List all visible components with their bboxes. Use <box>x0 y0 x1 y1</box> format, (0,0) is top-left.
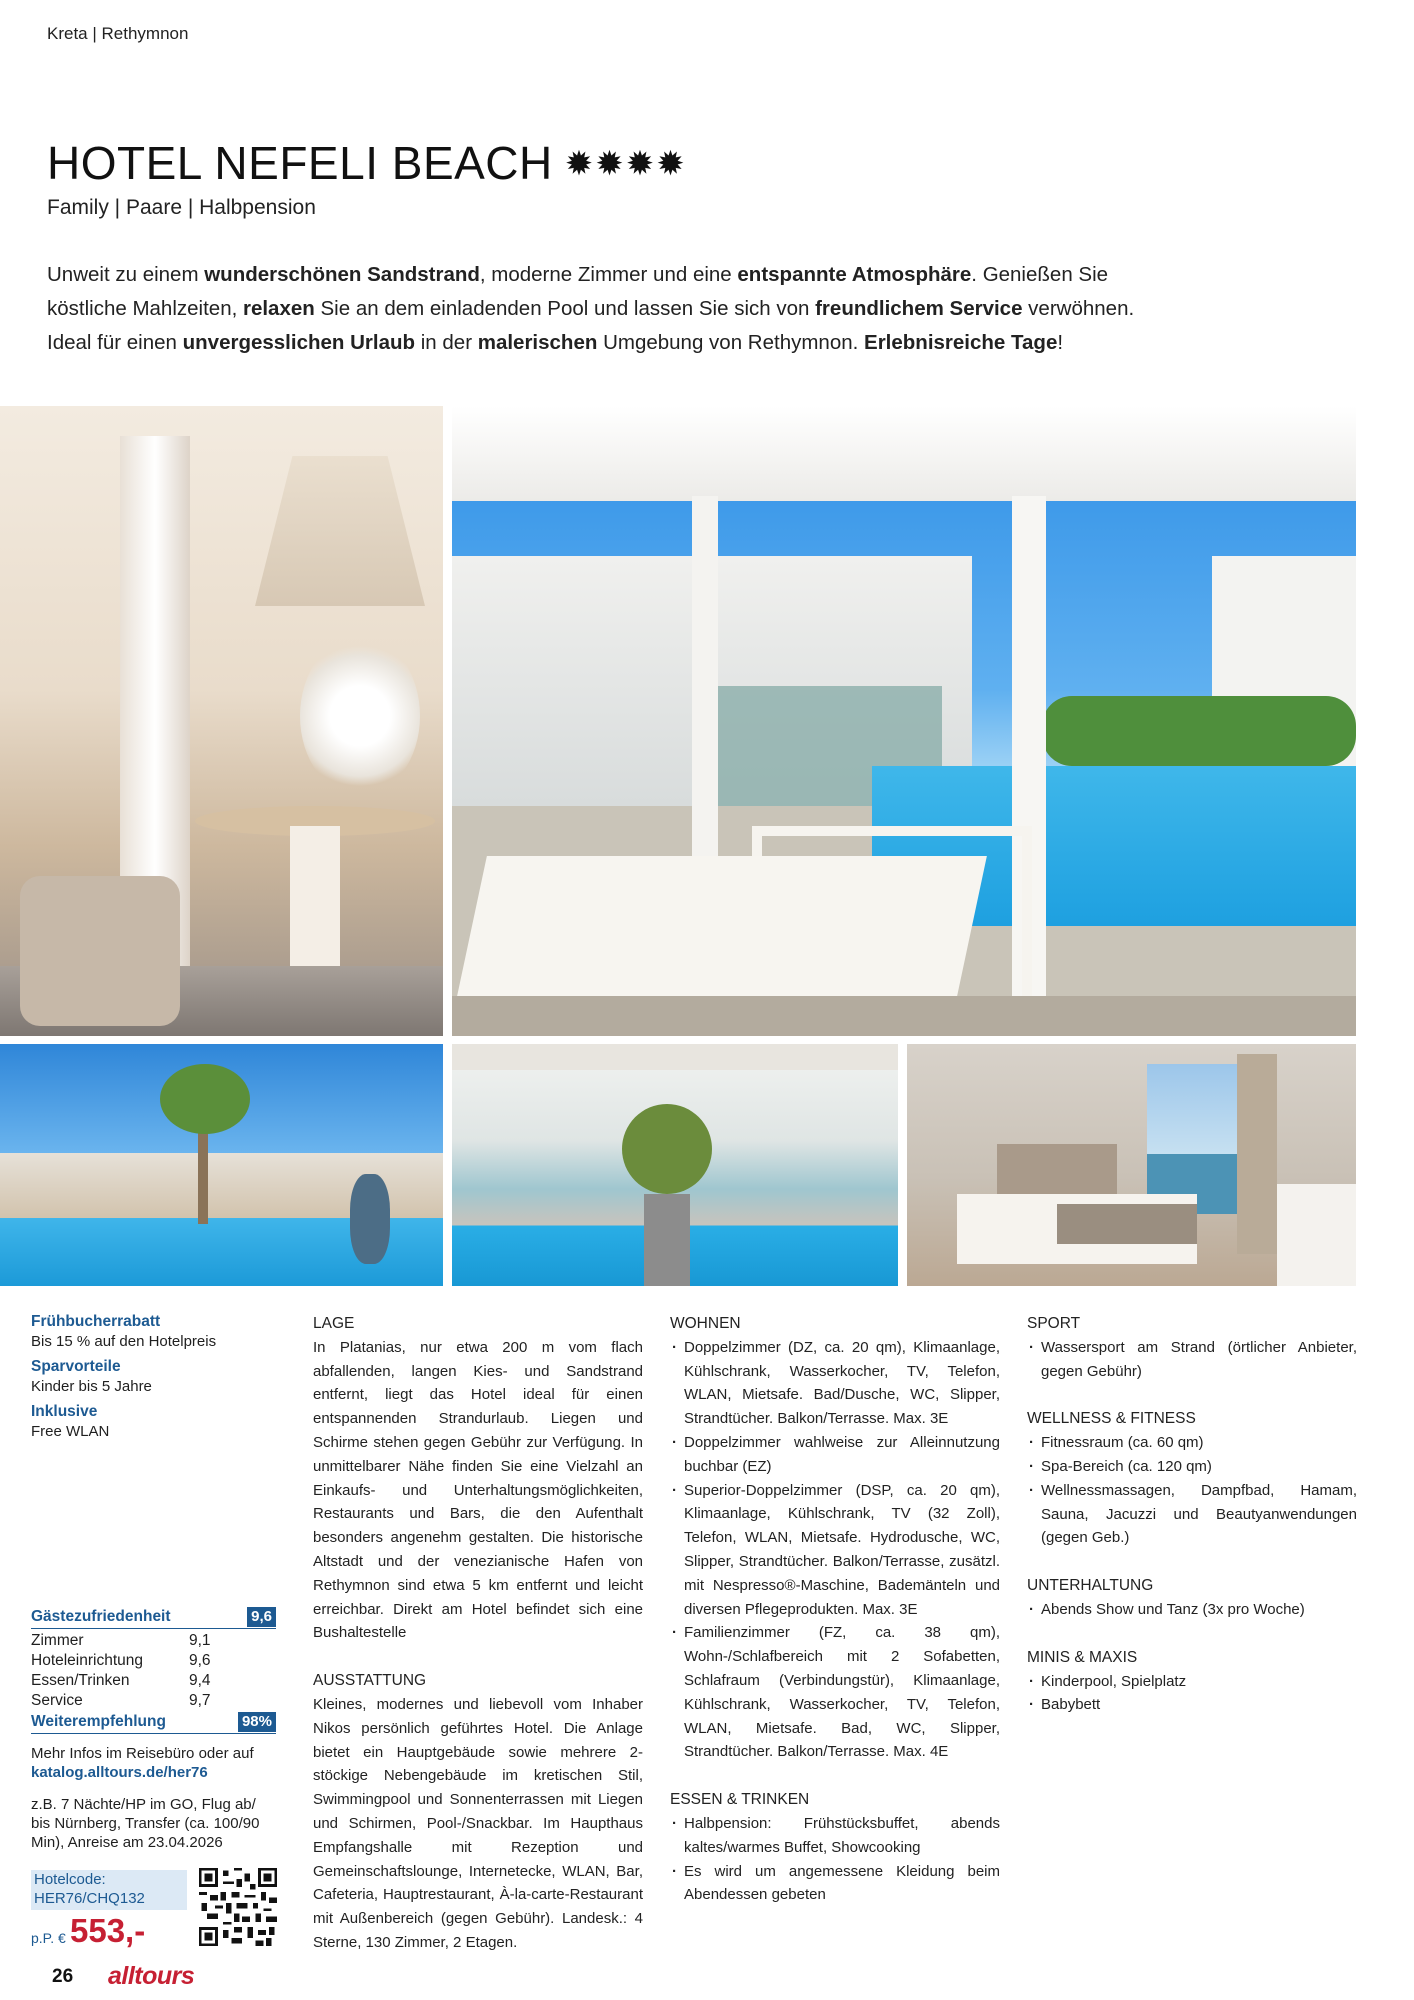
page-number: 26 <box>52 1966 74 1987</box>
kids-list <box>1027 1670 1357 1718</box>
rating-label: Service <box>31 1692 83 1709</box>
list-item: · Es wird um angemessene Kleidung beim Abendessen gebeten <box>670 1860 1000 1908</box>
star-rating-icon: ✹✹✹✹ <box>564 145 687 183</box>
intro-part: in der <box>415 331 478 354</box>
photo-detail <box>644 1194 690 1286</box>
guest-rating <box>31 1606 276 1734</box>
hotel-code-value: HER76/CHQ132 <box>34 1890 145 1907</box>
section-heading-wohnen: WOHNEN <box>670 1315 741 1332</box>
overall-score-badge: 9,6 <box>247 1607 276 1627</box>
photo-detail <box>1042 696 1356 766</box>
price-example <box>31 1795 276 1852</box>
recommendation-row <box>31 1711 276 1734</box>
intro-part: ! <box>1057 331 1064 354</box>
list-item: · Fitnessraum (ca. 60 qm) <box>1027 1431 1357 1455</box>
rating-value: 9,4 <box>189 1672 211 1689</box>
rating-title: Gästezufriedenheit <box>31 1608 171 1625</box>
rating-row <box>31 1671 276 1691</box>
section-heading-sport: SPORT <box>1027 1315 1081 1332</box>
rating-label: Essen/Trinken <box>31 1672 130 1689</box>
intro-part: verwöhnen. Ideal für einen <box>47 297 1135 354</box>
intro-bold: unvergesslichen Urlaub <box>182 331 416 354</box>
photo-pool-garden <box>0 1044 443 1286</box>
breadcrumb: Kreta | Rethymnon <box>47 24 189 43</box>
section-heading-unterhaltung: UNTERHALTUNG <box>1027 1577 1154 1595</box>
list-item: · Doppelzimmer (DZ, ca. 20 qm), Klimaanlage, Kühlschrank, Wasserkocher, TV, Telefon, WLAN, Mietsafe. Bad/Dusche, WC, Slipper, Strandtücher. Balkon/Terrasse. Max. 3E <box>670 1336 1000 1431</box>
rating-value: 9,6 <box>189 1652 211 1669</box>
list-item: · Kinderpool, Spielplatz <box>1027 1670 1357 1694</box>
more-info <box>31 1744 276 1782</box>
recommendation-badge: 98% <box>238 1712 276 1732</box>
section-heading-lage: LAGE <box>313 1315 355 1332</box>
photo-detail <box>622 1104 712 1194</box>
intro-bold: freundlichem Service <box>815 297 1023 320</box>
intro-part: Umgebung von Rethymnon. <box>597 331 865 354</box>
section-heading-ausstattung: AUSSTATTUNG <box>313 1672 427 1690</box>
recommendation-label: Weiterempfehlung <box>31 1713 166 1730</box>
column-activities <box>1027 1312 1357 1717</box>
photo-detail <box>1237 1054 1277 1254</box>
photo-detail <box>452 406 1356 501</box>
column-location <box>313 1312 643 1955</box>
intro-bold: malerischen <box>477 331 598 354</box>
section-heading-minis: MINIS & MAXIS <box>1027 1648 1138 1666</box>
rating-header <box>31 1606 276 1629</box>
intro-part: Unweit zu einem <box>47 263 205 286</box>
photo-detail <box>1057 1204 1197 1244</box>
price-value: 553,- <box>70 1912 146 1949</box>
photo-detail <box>457 856 987 996</box>
early-booking-heading: Frühbucherrabatt <box>31 1313 161 1330</box>
intro-part: . Genießen Sie köstliche Mahlzeiten, <box>47 263 1109 320</box>
rating-row <box>31 1631 276 1651</box>
section-text-ausstattung: Kleines, modernes und liebevoll vom Inhaber Nikos persönlich geführtes Hotel. Die Anlage bietet ein Hauptgebäude sowie mehrere 2-stöckige Nebengebäude im kretischen Stil, Swimmingpool und Sonnenterrassen mit Liegen und Schirmen, Pool-/Snackbar. Im Haupthaus Empfangshalle mit Rezeption und Gemeinschaftslounge, Internetecke, WLAN, Bar, Cafeteria, Hauptrestaurant, À-la-carte-Restaurant mit Außenbereich (gegen Gebühr). Landesk.: 4 Sterne, 130 Zimmer, 2 Etagen. <box>313 1695 643 1951</box>
rating-label: Hoteleinrichtung <box>31 1652 144 1669</box>
qr-code-icon[interactable] <box>199 1868 277 1946</box>
photo-detail <box>452 1044 898 1070</box>
early-booking-text: Bis 15 % auf den Hotelpreis <box>31 1333 217 1350</box>
hotel-name: HOTEL NEFELI BEACH <box>47 137 553 189</box>
example-line: bis Nürnberg, Transfer (ca. 100/90 <box>31 1815 260 1832</box>
list-item: · Wellnessmassagen, Dampfbad, Hamam, Sauna, Jacuzzi und Beautyanwendungen (gegen Geb.) <box>1027 1479 1357 1550</box>
dining-list <box>670 1812 1000 1907</box>
list-item: · Familienzimmer (FZ, ca. 38 qm), Wohn-/Schlafbereich mit 2 Sofabetten, Schlafraum (Verbindungstür), Klimaanlage, Kühlschrank, Wasserkocher, TV, Telefon, WLAN, Mietsafe. Bad, WC, Slipper, Strandtücher. Balkon/Terrasse. Max. 4E <box>670 1621 1000 1764</box>
entertainment-list <box>1027 1598 1357 1622</box>
photo-detail <box>198 1124 208 1224</box>
photo-detail <box>452 996 1356 1036</box>
sport-list <box>1027 1336 1357 1384</box>
brand-logo: alltours <box>108 1962 195 1990</box>
room-list <box>670 1336 1000 1764</box>
column-rooms <box>670 1312 1000 1907</box>
hotel-code-box <box>31 1870 187 1910</box>
list-item: · Spa-Bereich (ca. 120 qm) <box>1027 1455 1357 1479</box>
intro-bold: relaxen <box>242 297 315 320</box>
price-label: p.P. € <box>31 1930 66 1946</box>
savings-heading: Sparvorteile <box>31 1358 121 1375</box>
photo-detail <box>160 1064 250 1134</box>
intro-part: Sie an dem einladenden Pool und lassen Sie sich von <box>314 297 816 320</box>
inclusive-text: Free WLAN <box>31 1423 110 1440</box>
photo-bedroom <box>907 1044 1356 1286</box>
photo-detail <box>20 876 180 1026</box>
section-heading-essen: ESSEN & TRINKEN <box>670 1791 810 1809</box>
hotel-tags: Family | Paare | Halbpension <box>47 196 316 219</box>
list-item: · Superior-Doppelzimmer (DSP, ca. 20 qm), Klimaanlage, Kühlschrank, TV (32 Zoll), Telefon, WLAN, Mietsafe. Hydrodusche, WC, Slipper, Strandtücher. Balkon/Terrasse, zusätzl. mit Nespresso®-Maschine, Bademänteln und diversen Pflegeprodukten. Max. 3E <box>670 1479 1000 1622</box>
list-item: · Abends Show und Tanz (3x pro Woche) <box>1027 1598 1357 1622</box>
page-title <box>47 136 687 190</box>
photo-pool-terrace <box>452 406 1356 1036</box>
list-item: · Wassersport am Strand (örtlicher Anbieter, gegen Gebühr) <box>1027 1336 1357 1384</box>
wellness-list <box>1027 1431 1357 1550</box>
list-item: · Halbpension: Frühstücksbuffet, abends kaltes/warmes Buffet, Showcooking <box>670 1812 1000 1860</box>
intro-bold: Erlebnisreiche Tage <box>864 331 1058 354</box>
example-line: Min), Anreise am 23.04.2026 <box>31 1834 223 1851</box>
rating-row <box>31 1651 276 1671</box>
photo-detail <box>1277 1184 1356 1286</box>
photo-detail <box>255 456 425 606</box>
example-line: z.B. 7 Nächte/HP im GO, Flug ab/ <box>31 1796 256 1813</box>
list-item: · Babybett <box>1027 1693 1357 1717</box>
rating-value: 9,1 <box>189 1632 211 1649</box>
more-info-text: Mehr Infos im Reisebüro oder auf <box>31 1745 254 1762</box>
intro-bold: entspannte Atmosphäre <box>737 263 972 286</box>
photo-lobby <box>0 406 443 1036</box>
inclusive-heading: Inklusive <box>31 1403 98 1420</box>
photo-detail <box>350 1174 390 1264</box>
list-item: · Doppelzimmer wahlweise zur Alleinnutzung buchbar (EZ) <box>670 1431 1000 1479</box>
section-text-lage: In Platanias, nur etwa 200 m vom flach abfallenden, langen Kies- und Sandstrand entfernt, liegt das Hotel ideal für einen entspannenden Strandurlaub. Liegen und Schirme stehen gegen Gebühr zur Verfügung. In unmittelbarer Nähe finden Sie eine Vielzahl an Einkaufs- und Unterhaltungsmöglichkeiten, Restaurants und Bars, die den Aufenthalt besonders angenehm gestalten. Die historische Altstadt und der venezianische Hafen von Rethymnon sind etwa 5 km entfernt und leicht erreichbar. Direkt am Hotel befindet sich eine Bushaltestelle <box>313 1338 643 1642</box>
section-heading-wellness: WELLNESS & FITNESS <box>1027 1410 1196 1428</box>
intro-bold: wunderschönen Sandstrand <box>204 263 480 286</box>
intro-text <box>47 258 1177 360</box>
photo-detail <box>300 636 420 796</box>
rating-label: Zimmer <box>31 1632 84 1649</box>
intro-part: , moderne Zimmer und eine <box>479 263 738 286</box>
rating-row <box>31 1691 276 1711</box>
offer-sidebar <box>31 1312 276 1447</box>
catalog-link[interactable]: katalog.alltours.de/her76 <box>31 1764 208 1781</box>
savings-text: Kinder bis 5 Jahre <box>31 1378 152 1395</box>
hotel-code-label: Hotelcode: <box>34 1871 106 1888</box>
photo-restaurant <box>452 1044 898 1286</box>
rating-value: 9,7 <box>189 1692 211 1709</box>
